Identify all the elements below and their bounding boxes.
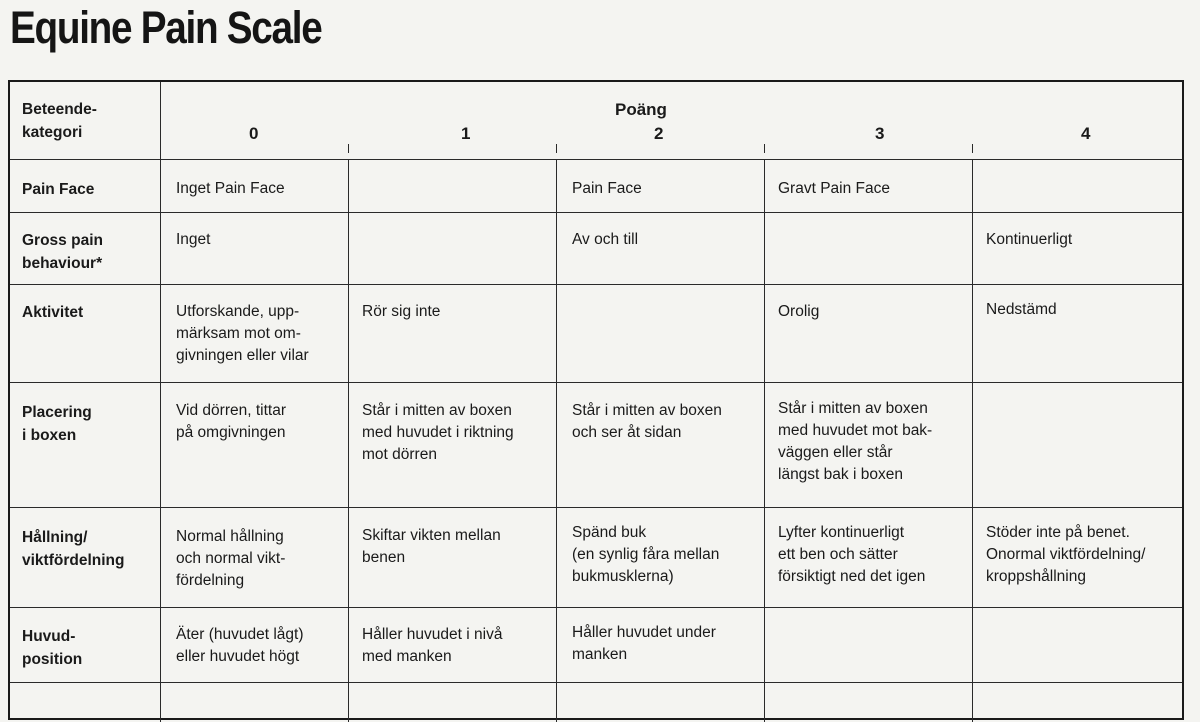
header-score-2: 2 bbox=[654, 124, 664, 143]
row-divider bbox=[10, 507, 1182, 508]
table-cell: Står i mitten av boxen och ser åt sidan bbox=[572, 402, 722, 441]
table-cell: Utforskande, upp- märksam mot om- givningen eller vilar bbox=[176, 303, 309, 364]
header-score-3: 3 bbox=[875, 124, 885, 143]
table-cell: Nedstämd bbox=[986, 301, 1057, 318]
header-category-label: Beteende- kategori bbox=[22, 101, 97, 141]
column-divider bbox=[556, 159, 557, 722]
table-cell: Äter (huvudet lågt) eller huvudet högt bbox=[176, 626, 304, 665]
header-score-4: 4 bbox=[1081, 124, 1091, 143]
table-cell: Av och till bbox=[572, 231, 639, 248]
column-divider bbox=[348, 159, 349, 722]
header-tick bbox=[972, 144, 973, 153]
table-cell: Normal hållning och normal vikt- fördelning bbox=[176, 528, 286, 589]
table-cell: Håller huvudet under manken bbox=[572, 624, 716, 663]
row-category-hallning-viktfordelning: Hållning/ viktfördelning bbox=[22, 529, 125, 569]
table-cell: Pain Face bbox=[572, 180, 642, 197]
table-cell: Kontinuerligt bbox=[986, 231, 1073, 248]
header-score-0: 0 bbox=[249, 124, 259, 143]
row-category-pain-face: Pain Face bbox=[22, 181, 95, 198]
header-points-label: Poäng bbox=[615, 100, 667, 119]
table-cell: Står i mitten av boxen med huvudet i riktning mot dörren bbox=[362, 402, 514, 463]
header-tick bbox=[348, 144, 349, 153]
table-cell: Skiftar vikten mellan benen bbox=[362, 527, 501, 566]
column-divider bbox=[764, 159, 765, 722]
table-cell: Vid dörren, tittar på omgivningen bbox=[176, 402, 286, 441]
row-category-huvudposition: Huvud- position bbox=[22, 628, 83, 668]
table-cell: Orolig bbox=[778, 303, 820, 320]
row-category-placering-i-boxen: Placering i boxen bbox=[22, 404, 92, 444]
row-divider bbox=[10, 382, 1182, 383]
table-cell: Står i mitten av boxen med huvudet mot bak- väggen eller står längst bak i boxen bbox=[778, 400, 933, 483]
header-tick bbox=[556, 144, 557, 153]
table-cell: Gravt Pain Face bbox=[778, 180, 890, 197]
header-tick bbox=[764, 144, 765, 153]
row-category-gross-pain-behaviour: Gross pain behaviour* bbox=[22, 232, 103, 272]
table-cell: Rör sig inte bbox=[362, 303, 441, 320]
row-divider bbox=[10, 284, 1182, 285]
table-cell: Lyfter kontinuerligt ett ben och sätter försiktigt ned det igen bbox=[778, 524, 926, 585]
table-cell: Inget Pain Face bbox=[176, 180, 285, 197]
column-divider bbox=[160, 82, 161, 722]
row-divider bbox=[10, 212, 1182, 213]
table-cell: Håller huvudet i nivå med manken bbox=[362, 626, 503, 665]
row-divider bbox=[10, 159, 1182, 160]
table-cell: Spänd buk (en synlig fåra mellan bukmusklerna) bbox=[572, 524, 720, 585]
header-score-1: 1 bbox=[461, 124, 471, 143]
pain-scale-table bbox=[8, 80, 1184, 720]
column-divider bbox=[972, 159, 973, 722]
table-cell: Stöder inte på benet. Onormal viktfördelning/ kroppshållning bbox=[986, 524, 1146, 585]
row-divider bbox=[10, 607, 1182, 608]
table-cell: Inget bbox=[176, 231, 211, 248]
row-category-aktivitet: Aktivitet bbox=[22, 304, 84, 321]
row-divider bbox=[10, 682, 1182, 683]
page-title: Equine Pain Scale bbox=[10, 2, 322, 53]
